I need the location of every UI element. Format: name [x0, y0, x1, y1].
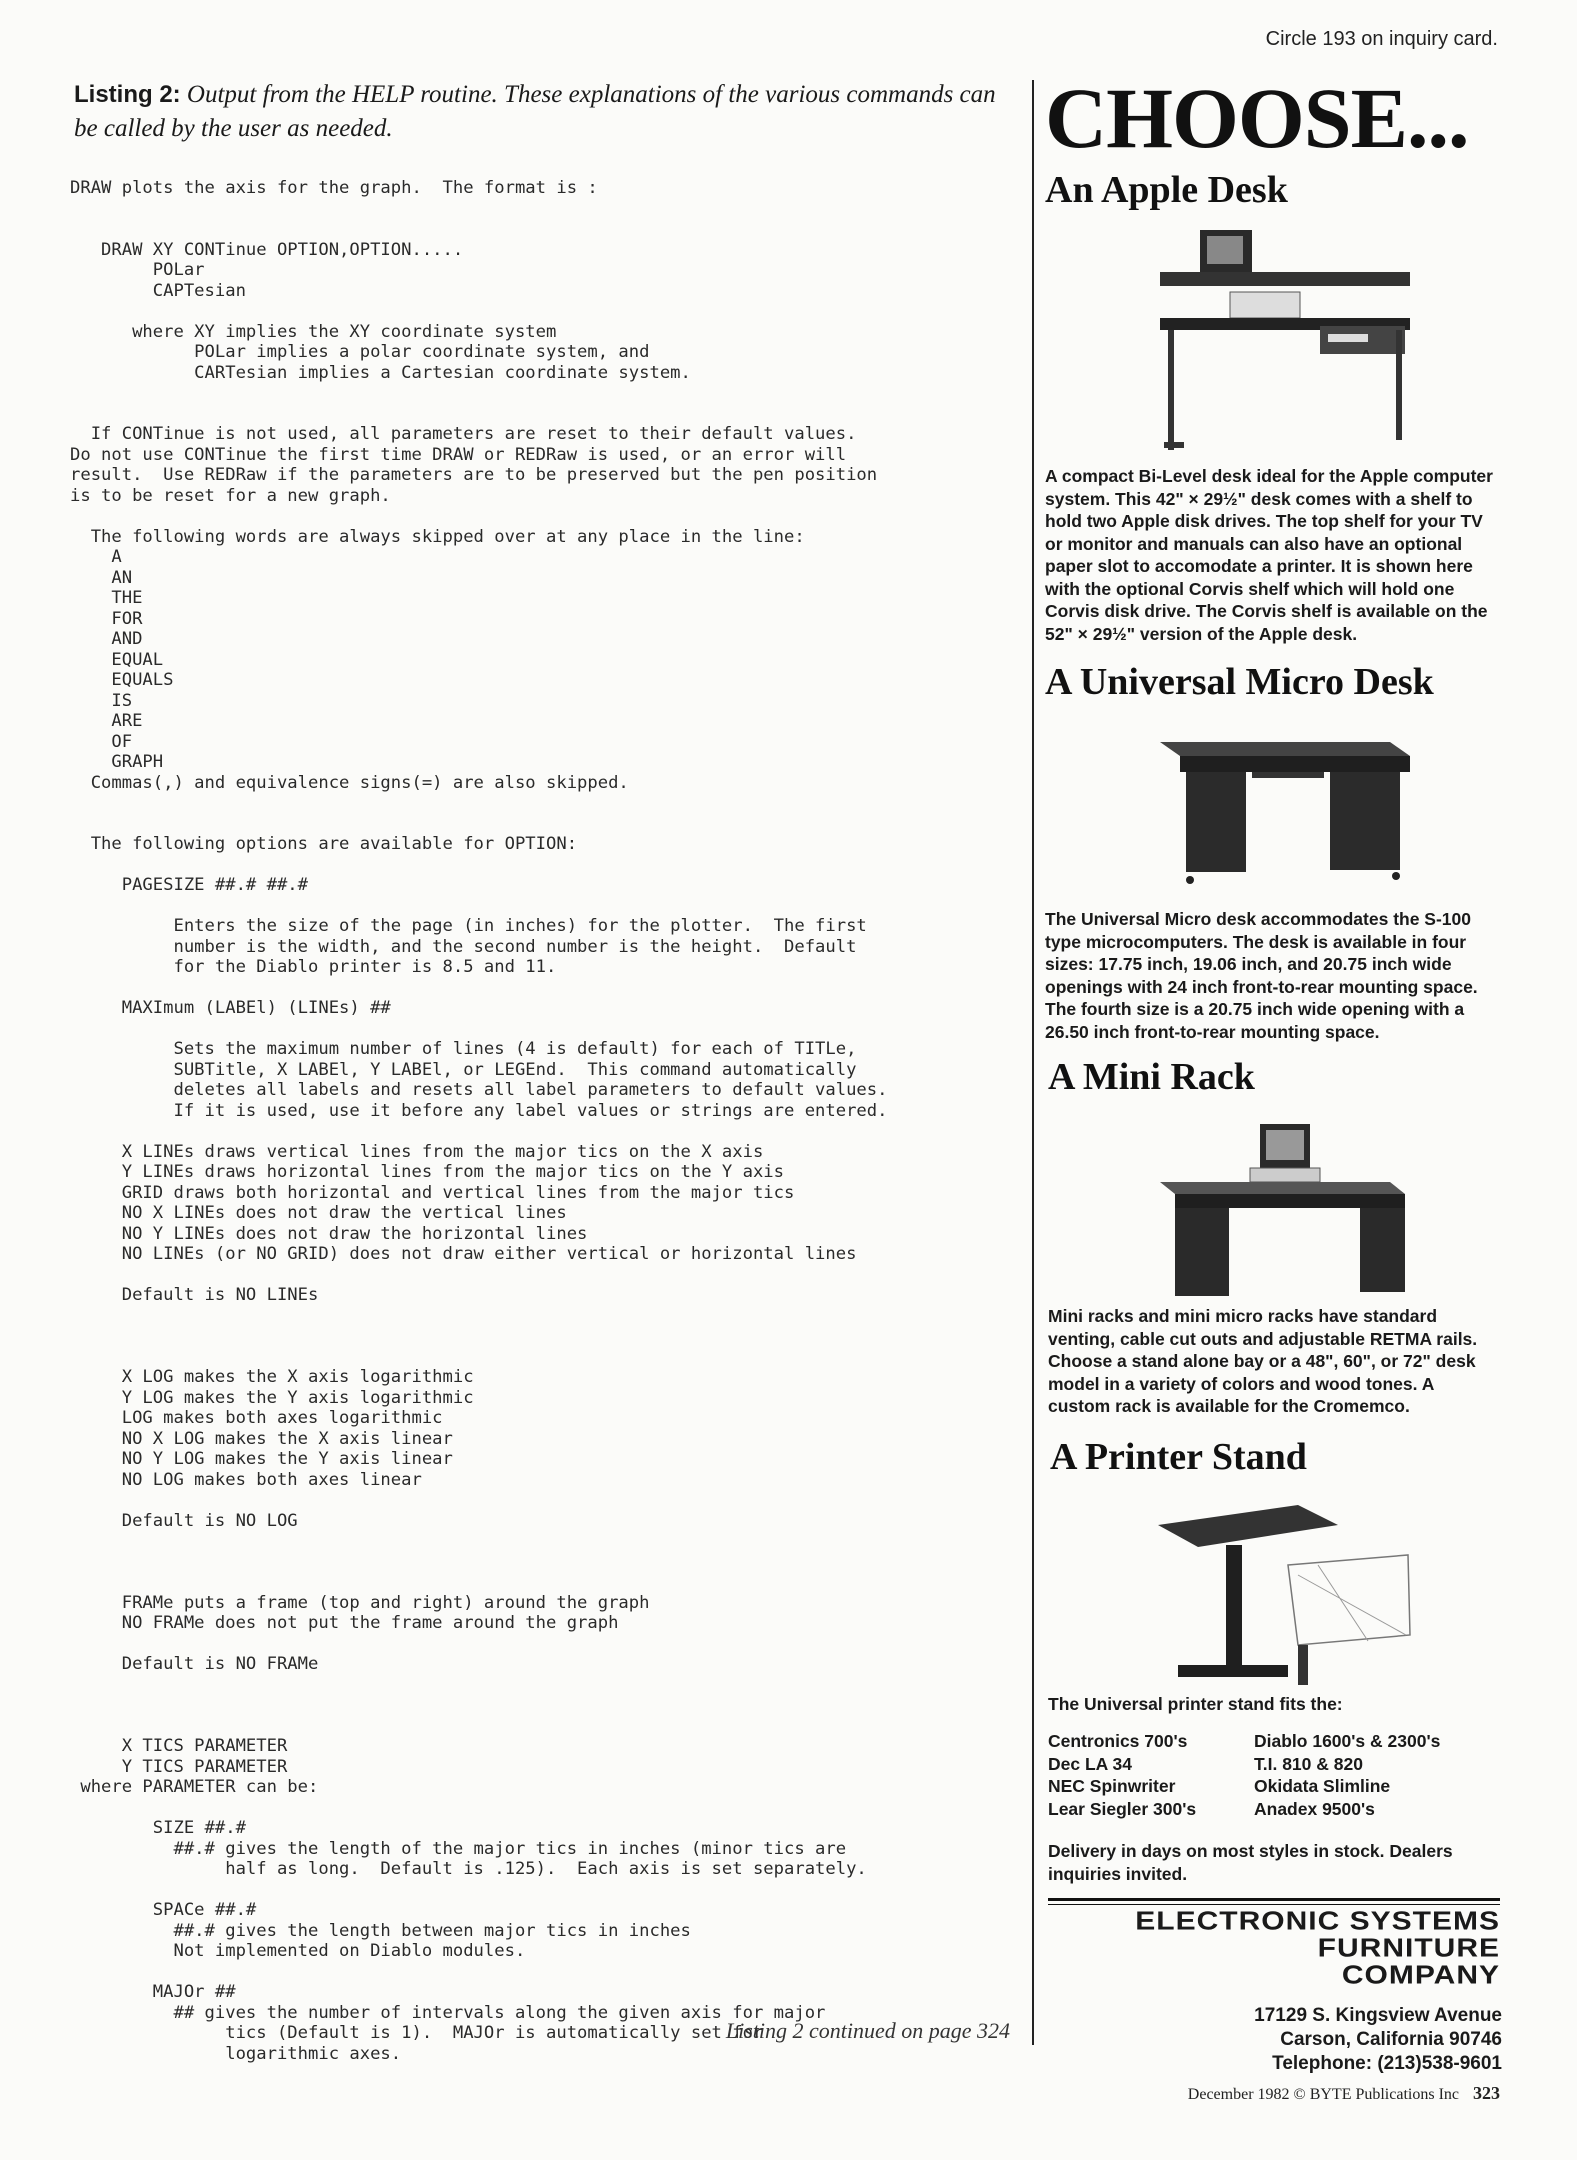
apple-desk-title: An Apple Desk — [1045, 169, 1288, 211]
universal-desk-title: A Universal Micro Desk — [1045, 661, 1434, 703]
mini-rack-photo — [1150, 1120, 1410, 1300]
listing-body: DRAW plots the axis for the graph. The format is : DRAW XY CONTinue OPTION,OPTION..... POLar CAPTesian where XY implies the XY coordinate system POLar implies a polar coordinate system, and CARTesian implies a Cartesian coordinate system. If CONTinue is not used, all parameters are reset to their default values. Do not use CONTinue the first time DRAW or REDRaw is used, or an error will result. Use REDRaw if the parameters are to be preserved but the pen position is to be reset for a new graph. The following words are always skipped over at any place in the line: A AN THE FOR AND EQUAL EQUALS IS ARE OF GRAPH Commas(,) and equivalence signs(=) are also skipped. The following options are available for OPTION: PAGESIZE ##.# ##.# Enters the size of the page (in inches) for the plotter. The first number is the width, and the second number is the height. Default for the Diablo printer is 8.5 and 11. MAXImum (LABEl) (LINEs) ## Sets the maximum number of lines (4 is default) for each of TITLe, SUBTitle, X LABEl, Y LABEl, or LEGEnd. This command automatically deletes all labels and resets all label parameters to default values. If it is used, use it before any label values or strings are entered. X LINEs draws vertical lines from the major tics on the X axis Y LINEs draws horizontal lines from the major tics on the Y axis GRID draws both horizontal and vertical lines from the major tics NO X LINEs does not draw the vertical lines NO Y LINEs does not draw the horizontal lines NO LINEs (or NO GRID) does not draw either vertical or horizontal lines Default is NO LINEs X LOG makes the X axis logarithmic Y LOG makes the Y axis logarithmic LOG makes both axes logarithmic NO X LOG makes the X axis linear NO Y LOG makes the Y axis linear NO LOG makes both axes linear Default is NO LOG FRAMe puts a frame (top and right) around the graph NO FRAMe does not put the frame around the graph Default is NO FRAMe X TICS PARAMETER Y TICS PARAMETER where PARAMETER can be: SIZE ##.# ##.# gives the length of the major tics in inches (minor tics are half as long. Default is .125). Each axis is set separately. SPACe ##.# ##.# gives the length between major tics in inches Not implemented on Diablo modules. MAJOr ## ## gives the number of intervals along the given axis for major tics (Default is 1). MAJOr is automatically set for logarithmic axes. — [70, 178, 888, 2064]
divider-rule — [1048, 1898, 1500, 1901]
page-number: 323 — [1473, 2083, 1500, 2103]
mini-rack-title: A Mini Rack — [1048, 1056, 1255, 1098]
printer-item: Dec LA 34 — [1048, 1753, 1132, 1774]
address-city: Carson, California 90746 — [1280, 2029, 1502, 2050]
printer-item: Anadex 9500's — [1254, 1798, 1375, 1819]
printer-item: Okidata Slimline — [1254, 1776, 1391, 1796]
apple-desk-photo — [1160, 230, 1410, 450]
page-footer — [1060, 2083, 1500, 2104]
printer-item: Centronics 700's — [1048, 1731, 1188, 1751]
compatible-printers-list — [1048, 1730, 1500, 1820]
printer-stand-photo — [1148, 1485, 1418, 1725]
divider-rule-thin — [1048, 1904, 1500, 1905]
printer-item: NEC Spinwriter — [1048, 1776, 1176, 1796]
company-name-line: FURNITURE — [1317, 1934, 1500, 1963]
printer-stand-intro: The Universal printer stand fits the: — [1048, 1694, 1343, 1714]
universal-desk-description: The Universal Micro desk accommodates the S-100 type microcomputers. The desk is available in four sizes: 17.75 inch, 19.06 inch, and 20.75 inch wide openings with 24 inch front-to-rear mounting space. The fourth size is a 20.75 inch wide opening with a 26.50 inch front-to-rear mounting space. — [1045, 909, 1478, 1042]
listing-label: Listing 2: — [74, 81, 181, 108]
listing-caption-text: Output from the HELP routine. These explanations of the various commands can be called by the user as needed. — [74, 81, 996, 142]
apple-desk-description: A compact Bi-Level desk ideal for the Apple computer system. This 42" × 29½" desk comes with a shelf to hold two Apple disk drives. The top shelf for your TV or monitor and manuals can also have an optional paper slot to accomodate a printer. It is shown here with the optional Corvis shelf which will hold one Corvis disk drive. The Corvis shelf is available on the 52" × 29½" version of the Apple desk. — [1045, 466, 1493, 644]
address-phone: Telephone: (213)538-9601 — [1272, 2053, 1502, 2074]
mini-rack-description: Mini racks and mini micro racks have standard venting, cable cut outs and adjustable RETMA rails. Choose a stand alone bay or a 48", 60", or 72" desk model in a variety of colors and wood tones. A custom rack is available for the Cromemco. — [1048, 1306, 1478, 1416]
footer-credit: December 1982 © BYTE Publications Inc — [1187, 2086, 1459, 2103]
printer-item: Diablo 1600's & 2300's — [1254, 1731, 1441, 1751]
ad-headline: CHOOSE... — [1045, 70, 1469, 166]
printer-stand-title: A Printer Stand — [1050, 1436, 1307, 1478]
listing-continued-note: Listing 2 continued on page 324 — [725, 2018, 1010, 2043]
address-street: 17129 S. Kingsview Avenue — [1254, 2005, 1502, 2026]
company-name-line: ELECTRONIC SYSTEMS — [1135, 1907, 1500, 1936]
universal-desk-photo — [1160, 730, 1410, 890]
listing-caption — [74, 78, 1024, 146]
inquiry-note: Circle 193 on inquiry card. — [1265, 28, 1498, 50]
column-divider — [1032, 80, 1034, 2045]
printer-item: T.I. 810 & 820 — [1254, 1753, 1363, 1774]
printer-item: Lear Siegler 300's — [1048, 1798, 1197, 1819]
company-address — [1150, 2004, 1502, 2076]
company-logo — [1060, 1908, 1500, 1990]
company-name-line: COMPANY — [1341, 1961, 1500, 1990]
delivery-note: Delivery in days on most styles in stock. Dealers inquiries invited. — [1048, 1841, 1453, 1884]
